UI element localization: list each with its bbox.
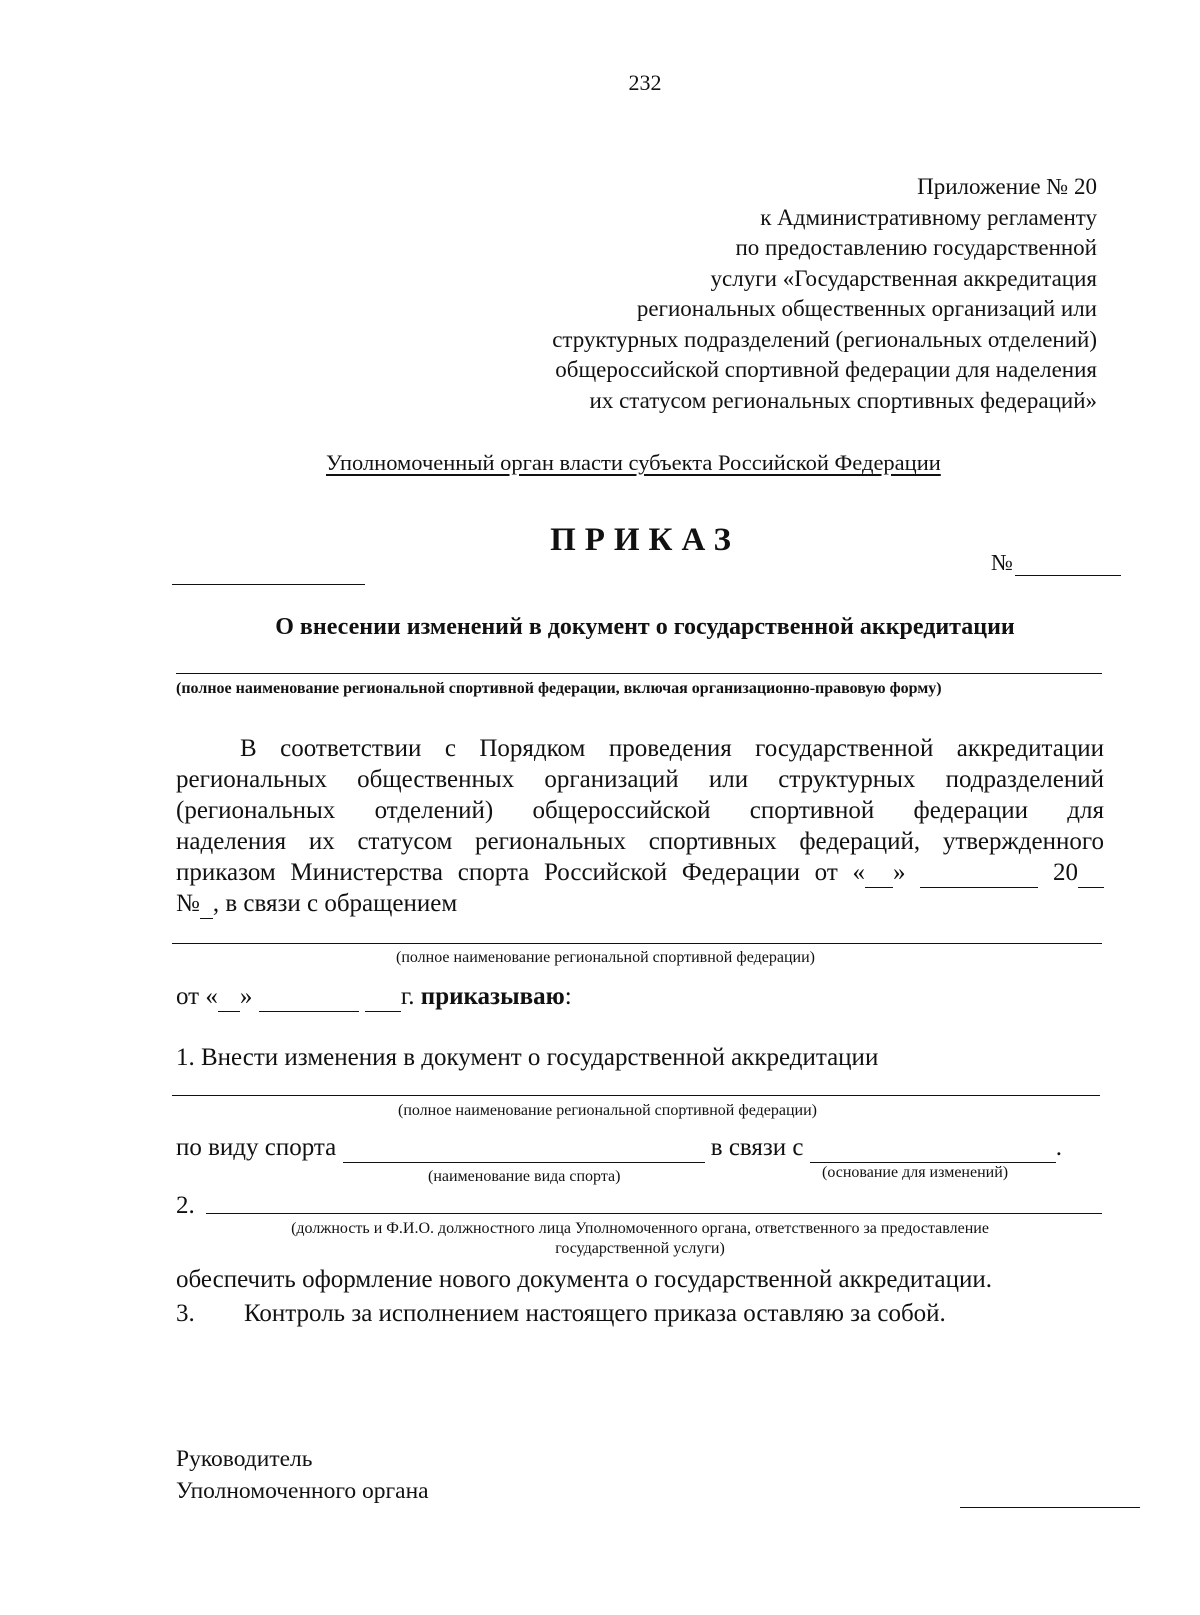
- item-3-text: Контроль за исполнением настоящего приказа оставляю за собой.: [244, 1300, 946, 1327]
- main-paragraph: [176, 733, 1104, 919]
- colon: :: [564, 983, 572, 1010]
- sport-reason-line: [176, 1132, 1116, 1163]
- item-1-federation-caption: (полное наименование региональной спортивной федерации): [398, 1102, 817, 1119]
- order-number-blank[interactable]: [1015, 553, 1121, 576]
- paragraph-text: »: [893, 859, 906, 886]
- paragraph-line: (региональных отделений) общероссийской спортивной федерации для: [176, 797, 1104, 824]
- paragraph-text: , в связи с обращением: [212, 890, 458, 917]
- reason-label: в связи с: [710, 1134, 804, 1161]
- month-blank[interactable]: [920, 863, 1038, 888]
- appeal-date-line: [176, 981, 572, 1012]
- signatory-line: Руководитель: [176, 1446, 313, 1472]
- signatory: [176, 1443, 429, 1507]
- sport-caption: (наименование вида спорта): [428, 1168, 621, 1185]
- annex-line: к Административному регламенту: [760, 204, 1097, 230]
- federation-name-blank[interactable]: [176, 673, 1102, 674]
- day-blank[interactable]: [865, 863, 893, 888]
- paragraph-line: [176, 857, 1104, 888]
- document-title: ПРИКАЗ: [550, 522, 740, 558]
- date-blank[interactable]: [172, 584, 365, 585]
- appeal-day-blank[interactable]: [218, 987, 240, 1012]
- paragraph-line: В соответствии с Порядком проведения государственной аккредитации: [240, 735, 1104, 762]
- annex-header: [552, 172, 1097, 416]
- page-number: 232: [628, 70, 662, 95]
- annex-line: по предоставлению государственной: [735, 235, 1097, 260]
- item-3-number: 3.: [176, 1300, 195, 1327]
- appeal-date-text: от «: [176, 983, 218, 1010]
- annex-line: услуги «Государственная аккредитация: [710, 265, 1097, 291]
- appeal-date-text: »: [239, 983, 253, 1010]
- sport-label: по виду спорта: [176, 1134, 337, 1161]
- annex-line: Приложение № 20: [917, 174, 1097, 199]
- item-1-text: 1. Внести изменения в документ о государственной аккредитации: [176, 1044, 879, 1071]
- item-2-number: 2.: [176, 1192, 195, 1219]
- appeal-month-blank[interactable]: [259, 987, 359, 1012]
- official-caption-line: государственной услуги): [555, 1240, 725, 1257]
- reason-blank[interactable]: [810, 1138, 1056, 1163]
- annex-line: региональных общественных организаций или: [636, 296, 1097, 321]
- item-2-text: обеспечить оформление нового документа о государственной аккредитации.: [176, 1266, 992, 1293]
- appeal-year-blank[interactable]: [365, 987, 401, 1012]
- paragraph-line: региональных общественных организаций или структурных подразделений: [176, 766, 1104, 793]
- official-caption-line: (должность и Ф.И.О. должностного лица Уполномоченного органа, ответственного за предоставление: [291, 1220, 989, 1237]
- order-number: [991, 550, 1121, 576]
- paragraph-text: приказом Министерства спорта Российской Федерации от «: [176, 859, 866, 886]
- applicant-federation-caption: (полное наименование региональной спортивной федерации): [396, 949, 815, 966]
- annex-line: общероссийской спортивной федерации для наделения: [555, 357, 1097, 382]
- number-sign: №: [176, 890, 200, 917]
- annex-line: их статусом региональных спортивных федераций»: [589, 387, 1097, 413]
- federation-caption: (полное наименование региональной спортивной федерации, включая организационно-правовую форму): [176, 680, 942, 697]
- order-ref-number-blank[interactable]: [200, 894, 213, 919]
- paragraph-line: [176, 888, 1104, 919]
- sport-blank[interactable]: [343, 1138, 705, 1163]
- official-caption: [0, 1219, 1200, 1259]
- number-sign: №: [991, 550, 1013, 575]
- order-subject: О внесении изменений в документ о государственной аккредитации: [275, 614, 1015, 640]
- item-1-federation-blank[interactable]: [172, 1095, 1100, 1096]
- reason-caption: (основание для изменений): [822, 1164, 1009, 1181]
- applicant-federation-blank[interactable]: [172, 943, 1102, 944]
- signatory-line: Уполномоченного органа: [176, 1478, 429, 1504]
- year-suffix: г.: [400, 983, 415, 1010]
- official-blank[interactable]: [206, 1213, 1102, 1214]
- signature-blank[interactable]: [960, 1507, 1140, 1508]
- paragraph-line: наделения их статусом региональных спортивных федераций, утвержденного: [176, 828, 1104, 855]
- year-blank[interactable]: [1078, 863, 1104, 888]
- period: .: [1055, 1134, 1062, 1161]
- order-word: приказываю: [420, 983, 565, 1010]
- annex-line: структурных подразделений (региональных отделений): [552, 326, 1097, 352]
- authority-name: Уполномоченный орган власти субъекта Российской Федерации: [326, 450, 941, 475]
- year-prefix: 20: [1053, 859, 1078, 886]
